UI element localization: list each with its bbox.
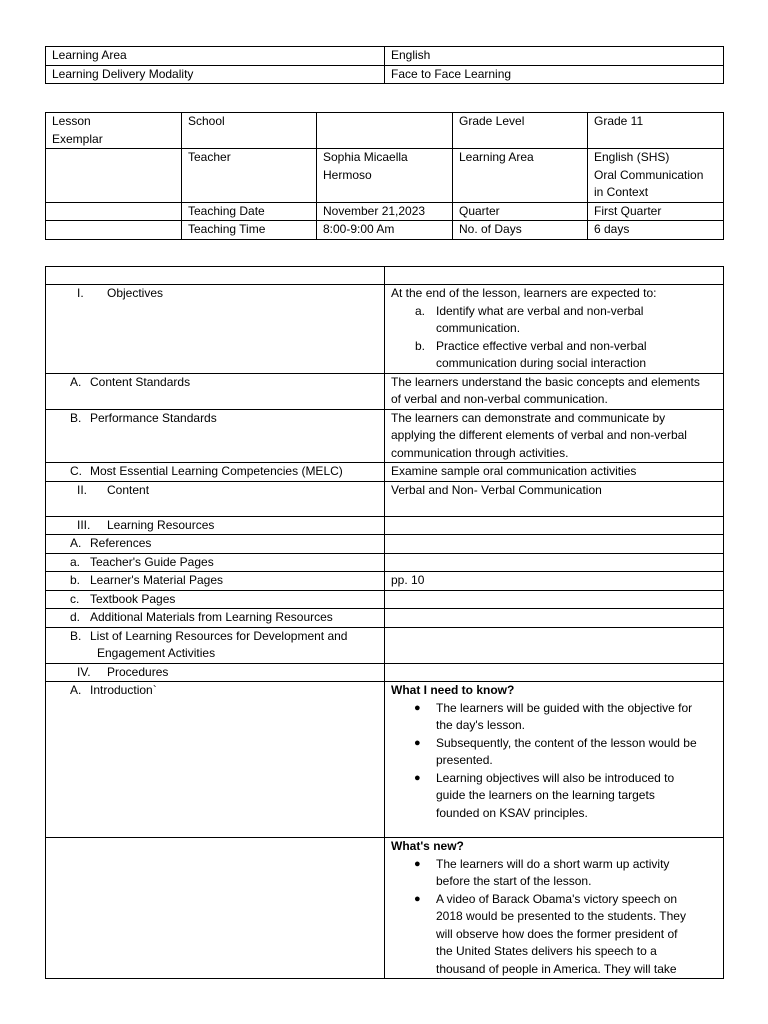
section-heading: What's new? bbox=[391, 839, 464, 853]
table-cell bbox=[46, 221, 182, 240]
bullet-list bbox=[391, 856, 717, 979]
list-item bbox=[414, 770, 717, 823]
table-cell bbox=[385, 838, 724, 979]
table-cell: English bbox=[385, 47, 724, 66]
table-cell bbox=[317, 149, 453, 203]
subject-line: Oral Communication bbox=[594, 167, 704, 182]
table-row bbox=[46, 47, 724, 66]
cell-line: The learners understand the basic concepts and elements bbox=[391, 374, 700, 389]
section-label: Performance Standards bbox=[90, 410, 217, 425]
table-row bbox=[46, 267, 724, 285]
item-line: The learners will do a short warm up activity bbox=[436, 856, 670, 871]
item-line: Identify what are verbal and non-verbal bbox=[436, 303, 644, 318]
section-number: A. bbox=[70, 683, 82, 697]
table-cell: 6 days bbox=[588, 221, 724, 240]
table-cell bbox=[46, 267, 385, 285]
table-cell: Learning Area bbox=[46, 47, 385, 66]
table-row bbox=[46, 572, 724, 591]
table-cell bbox=[46, 627, 385, 663]
list-item bbox=[414, 856, 717, 891]
section-heading: What I need to know? bbox=[391, 683, 515, 697]
table-row bbox=[46, 663, 724, 682]
table-row bbox=[46, 682, 724, 838]
item-line: will observe how does the former president of bbox=[436, 926, 678, 941]
objectives-list bbox=[391, 303, 717, 373]
table-cell: Face to Face Learning bbox=[385, 65, 724, 84]
list-item bbox=[414, 700, 717, 735]
table-cell: Teaching Time bbox=[182, 221, 317, 240]
table-row bbox=[46, 590, 724, 609]
table-cell bbox=[46, 113, 182, 149]
table-cell bbox=[588, 149, 724, 203]
section-number: b. bbox=[70, 573, 81, 587]
cell-line: of verbal and non-verbal communication. bbox=[391, 392, 608, 406]
table-cell: Grade Level bbox=[453, 113, 588, 149]
cell-line: The learners can demonstrate and communicate by bbox=[391, 410, 666, 425]
table-cell: Teacher bbox=[182, 149, 317, 203]
table-cell bbox=[385, 285, 724, 374]
list-item bbox=[415, 338, 717, 373]
table-row bbox=[46, 463, 724, 482]
list-item bbox=[414, 735, 717, 770]
item-line: the United States delivers his speech to a bbox=[436, 944, 657, 958]
table-cell: Learning Area bbox=[453, 149, 588, 203]
table-cell bbox=[46, 409, 385, 463]
section-number: II. bbox=[77, 482, 88, 497]
table-cell: School bbox=[182, 113, 317, 149]
table-cell bbox=[46, 516, 385, 535]
table-cell: 8:00-9:00 Am bbox=[317, 221, 453, 240]
table-cell bbox=[385, 553, 724, 572]
section-label: Content bbox=[107, 482, 150, 497]
cell-line: applying the different elements of verbal and non-verbal bbox=[391, 428, 687, 442]
section-number: d. bbox=[70, 610, 81, 624]
table-cell bbox=[46, 202, 182, 221]
table-cell bbox=[385, 682, 724, 838]
item-line: before the start of the lesson. bbox=[436, 874, 592, 888]
table-cell bbox=[46, 481, 385, 516]
table-cell: First Quarter bbox=[588, 202, 724, 221]
table-cell bbox=[317, 113, 453, 149]
section-label: Most Essential Learning Competencies (MELC) bbox=[90, 464, 343, 478]
table-cell bbox=[46, 572, 385, 591]
section-label: Objectives bbox=[107, 286, 164, 300]
table-cell bbox=[385, 590, 724, 609]
bullet-icon: ● bbox=[414, 736, 421, 749]
section-number: I. bbox=[77, 286, 84, 300]
table-cell bbox=[46, 149, 182, 203]
table-cell bbox=[46, 463, 385, 482]
teacher-name-line: Sophia Micaella bbox=[323, 150, 408, 164]
table-cell bbox=[385, 609, 724, 628]
section-number: B. bbox=[70, 410, 82, 425]
table-row bbox=[46, 65, 724, 84]
table-row bbox=[46, 285, 724, 374]
item-line: A video of Barack Obama's victory speech on bbox=[436, 891, 678, 906]
table-row bbox=[46, 113, 724, 149]
table-cell bbox=[385, 663, 724, 682]
item-line: thousand of people in America. They will take bbox=[436, 961, 677, 976]
table-cell bbox=[46, 682, 385, 838]
section-label: Content Standards bbox=[90, 374, 191, 389]
bullet-icon: ● bbox=[414, 892, 421, 905]
table-cell bbox=[385, 373, 724, 409]
table-row bbox=[46, 627, 724, 663]
item-line: communication. bbox=[436, 321, 521, 335]
table-row bbox=[46, 609, 724, 628]
section-label: References bbox=[90, 536, 152, 550]
table-cell bbox=[46, 373, 385, 409]
table-row bbox=[46, 202, 724, 221]
table-cell: No. of Days bbox=[453, 221, 588, 240]
bullet-icon: ● bbox=[414, 771, 421, 784]
table-row bbox=[46, 373, 724, 409]
bullet-icon: ● bbox=[414, 857, 421, 870]
section-number: III. bbox=[77, 517, 91, 532]
item-line: Practice effective verbal and non-verbal bbox=[436, 338, 647, 353]
bullet-list bbox=[391, 700, 717, 823]
table-cell bbox=[385, 409, 724, 463]
cell-line: communication through activities. bbox=[391, 445, 569, 460]
item-line: founded on KSAV principles. bbox=[436, 805, 588, 820]
item-line: presented. bbox=[436, 753, 493, 767]
lesson-exemplar-table bbox=[45, 112, 724, 240]
exemplar-label: Exemplar bbox=[52, 131, 103, 146]
section-number: c. bbox=[70, 591, 80, 606]
lesson-plan-table bbox=[45, 266, 724, 979]
section-number: A. bbox=[70, 374, 82, 389]
table-row bbox=[46, 221, 724, 240]
table-cell: November 21,2023 bbox=[317, 202, 453, 221]
lesson-label: Lesson bbox=[52, 114, 91, 128]
item-line: 2018 would be presented to the students. They bbox=[436, 909, 686, 923]
table-row bbox=[46, 553, 724, 572]
section-label: Learning Resources bbox=[107, 517, 215, 532]
section-label: Procedures bbox=[107, 664, 169, 679]
table-row bbox=[46, 149, 724, 203]
section-number: a. bbox=[70, 554, 81, 569]
table-cell bbox=[385, 535, 724, 554]
section-number: C. bbox=[70, 464, 82, 478]
table-cell bbox=[46, 535, 385, 554]
item-line: guide the learners on the learning targets bbox=[436, 788, 655, 802]
section-label: Additional Materials from Learning Resources bbox=[90, 610, 333, 624]
teacher-name-line: Hermoso bbox=[323, 167, 372, 182]
section-number: IV. bbox=[77, 664, 91, 679]
table-cell bbox=[385, 627, 724, 663]
table-cell: Verbal and Non- Verbal Communication bbox=[385, 481, 724, 516]
item-line: communication during social interaction bbox=[436, 356, 647, 370]
table-cell bbox=[46, 285, 385, 374]
table-cell: Examine sample oral communication activities bbox=[385, 463, 724, 482]
item-line: the day's lesson. bbox=[436, 718, 526, 732]
table-cell: Teaching Date bbox=[182, 202, 317, 221]
objectives-intro: At the end of the lesson, learners are expected to: bbox=[391, 286, 657, 300]
table-cell: Grade 11 bbox=[588, 113, 724, 149]
table-cell bbox=[385, 267, 724, 285]
section-label: Introduction` bbox=[90, 683, 157, 697]
section-number: A. bbox=[70, 536, 82, 550]
list-marker: a. bbox=[415, 303, 426, 318]
list-item bbox=[415, 303, 717, 338]
list-item bbox=[414, 891, 717, 979]
table-cell bbox=[46, 590, 385, 609]
table-cell bbox=[385, 516, 724, 535]
table-cell bbox=[46, 553, 385, 572]
table-cell: pp. 10 bbox=[385, 572, 724, 591]
item-line: Learning objectives will also be introduced to bbox=[436, 770, 675, 785]
table-cell: Learning Delivery Modality bbox=[46, 65, 385, 84]
subject-line: English (SHS) bbox=[594, 150, 670, 164]
section-label: Teacher's Guide Pages bbox=[90, 554, 214, 569]
table-row bbox=[46, 535, 724, 554]
learning-area-table bbox=[45, 46, 724, 84]
section-label: Learner's Material Pages bbox=[90, 573, 224, 587]
section-label: List of Learning Resources for Development and bbox=[90, 628, 348, 643]
table-cell: Quarter bbox=[453, 202, 588, 221]
table-cell bbox=[46, 838, 385, 979]
table-row bbox=[46, 409, 724, 463]
table-row bbox=[46, 838, 724, 979]
table-row bbox=[46, 516, 724, 535]
table-row bbox=[46, 481, 724, 516]
subject-line: in Context bbox=[594, 185, 649, 199]
list-marker: b. bbox=[415, 338, 426, 353]
item-line: Subsequently, the content of the lesson would be bbox=[436, 735, 697, 750]
table-cell bbox=[46, 609, 385, 628]
section-label: Textbook Pages bbox=[90, 591, 176, 606]
item-line: The learners will be guided with the objective for bbox=[436, 700, 693, 715]
section-number: B. bbox=[70, 628, 82, 643]
section-label: Engagement Activities bbox=[97, 646, 216, 660]
bullet-icon: ● bbox=[414, 701, 421, 714]
table-cell bbox=[46, 663, 385, 682]
